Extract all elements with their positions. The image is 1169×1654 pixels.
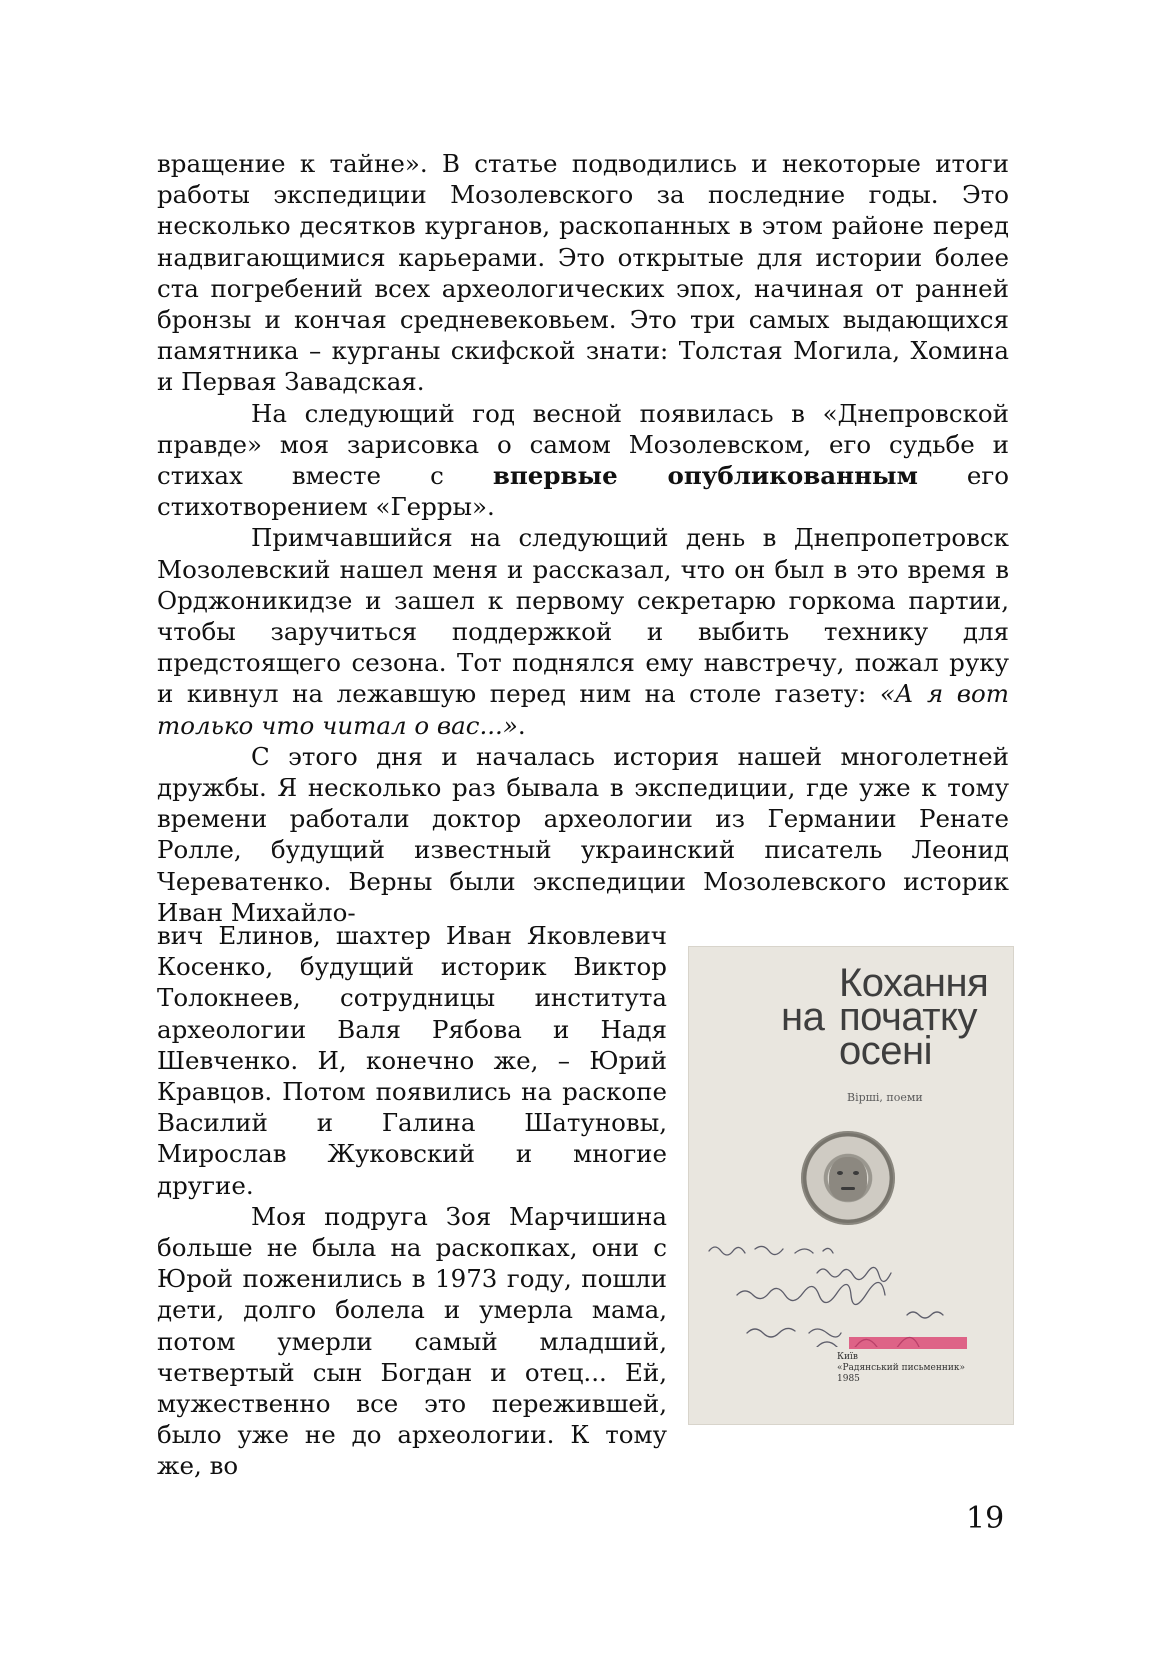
paragraph-5: Моя подруга Зоя Марчишина больше не была на раскопках, они с Юрой поженились в 1973 году, пошли дети, долго болела и умерла мама, потом умерли самый младший, четвертый сын Богдан и отец... Ей, мужественно все это пережившей, было уже не до археологии. К тому же, во (157, 1201, 667, 1481)
body-text-narrow-column (157, 920, 667, 1482)
paragraph-3-text-end: . (517, 710, 526, 740)
handwritten-dedication (707, 1237, 1007, 1347)
cover-title-line-2b: початку (839, 995, 978, 1039)
body-text-full-width (157, 148, 1009, 928)
paragraph-4-full: С этого дня и началась история нашей многолетней дружбы. Я несколько раз бывала в экспедиции, где уже к тому времени работали доктор археологии из Германии Ренате Ролле, будущий известный украинский писатель Леонид Череватенко. Верны были экспедиции Мозолевского историк Иван Михайло- (157, 741, 1009, 927)
paragraph-2-bold: впервые опубликованным (492, 461, 918, 491)
marker-highlight (849, 1337, 967, 1349)
paragraph-3-text: Примчавшийся на следующий день в Днепропетровск Мозолевский нашел меня и рассказал, что он был в это время в Орджоникидзе и зашел к первому секретарю горкома партии, чтобы заручиться поддержкой и выбить технику для предстоящего сезона. Тот поднялся ему навстречу, пожал руку и кивнул на лежавшую перед ним на столе газету: (157, 523, 1009, 709)
cover-title-line-2a: на (781, 995, 825, 1039)
medallion-icon (801, 1131, 895, 1225)
paragraph-4-continued: вич Елинов, шахтер Иван Яковлевич Косенко, будущий историк Виктор Толокнеев, сотрудницы института археологии Валя Рябова и Надя Шевченко. И, конечно же, – Юрий Кравцов. Потом появились на раскопе Василий и Галина Шатуновы, Мирослав Жуковский и многие другие. (157, 921, 667, 1200)
page-number: 19 (966, 1501, 1005, 1536)
paragraph-2-text-end: его стихотворением «Герры». (157, 461, 1010, 522)
book-cover-image (688, 946, 1014, 1425)
paragraph-2-text: На следующий год весной появилась в «Днепровской правде» моя зарисовка о самом Мозолевском, его судьбе и стихах вместе с (157, 398, 1009, 491)
paragraph-3-quote: «А я вот только что читал о вас...» (157, 679, 1009, 740)
cover-subtitle: Вірші, поеми (847, 1091, 923, 1104)
publisher-city: Київ (837, 1352, 858, 1362)
medusa-face-icon (829, 1157, 867, 1201)
paragraph-1: вращение к тайне». В статье подводились и некоторые итоги работы экспедиции Мозолевского за последние годы. Это несколько десятков курганов, раскопанных в этом районе перед надвигающимися карьерами. Это открытые для истории более ста погребений всех археологических эпох, начиная от ранней бронзы и кончая средневековьем. Это три самых выдающихся памятника – курганы скифской знати: Толстая Могила, Хомина и Первая Завадская. (157, 149, 1009, 397)
publisher-info (837, 1352, 965, 1385)
paragraph-3 (157, 522, 1009, 740)
publisher-name: «Радянський письменник» (837, 1363, 965, 1373)
cover-title-line-1: Кохання (839, 961, 989, 1005)
publication-year: 1985 (837, 1374, 860, 1384)
cover-title-line-3: осені (839, 1029, 932, 1073)
paragraph-2 (157, 398, 1009, 523)
